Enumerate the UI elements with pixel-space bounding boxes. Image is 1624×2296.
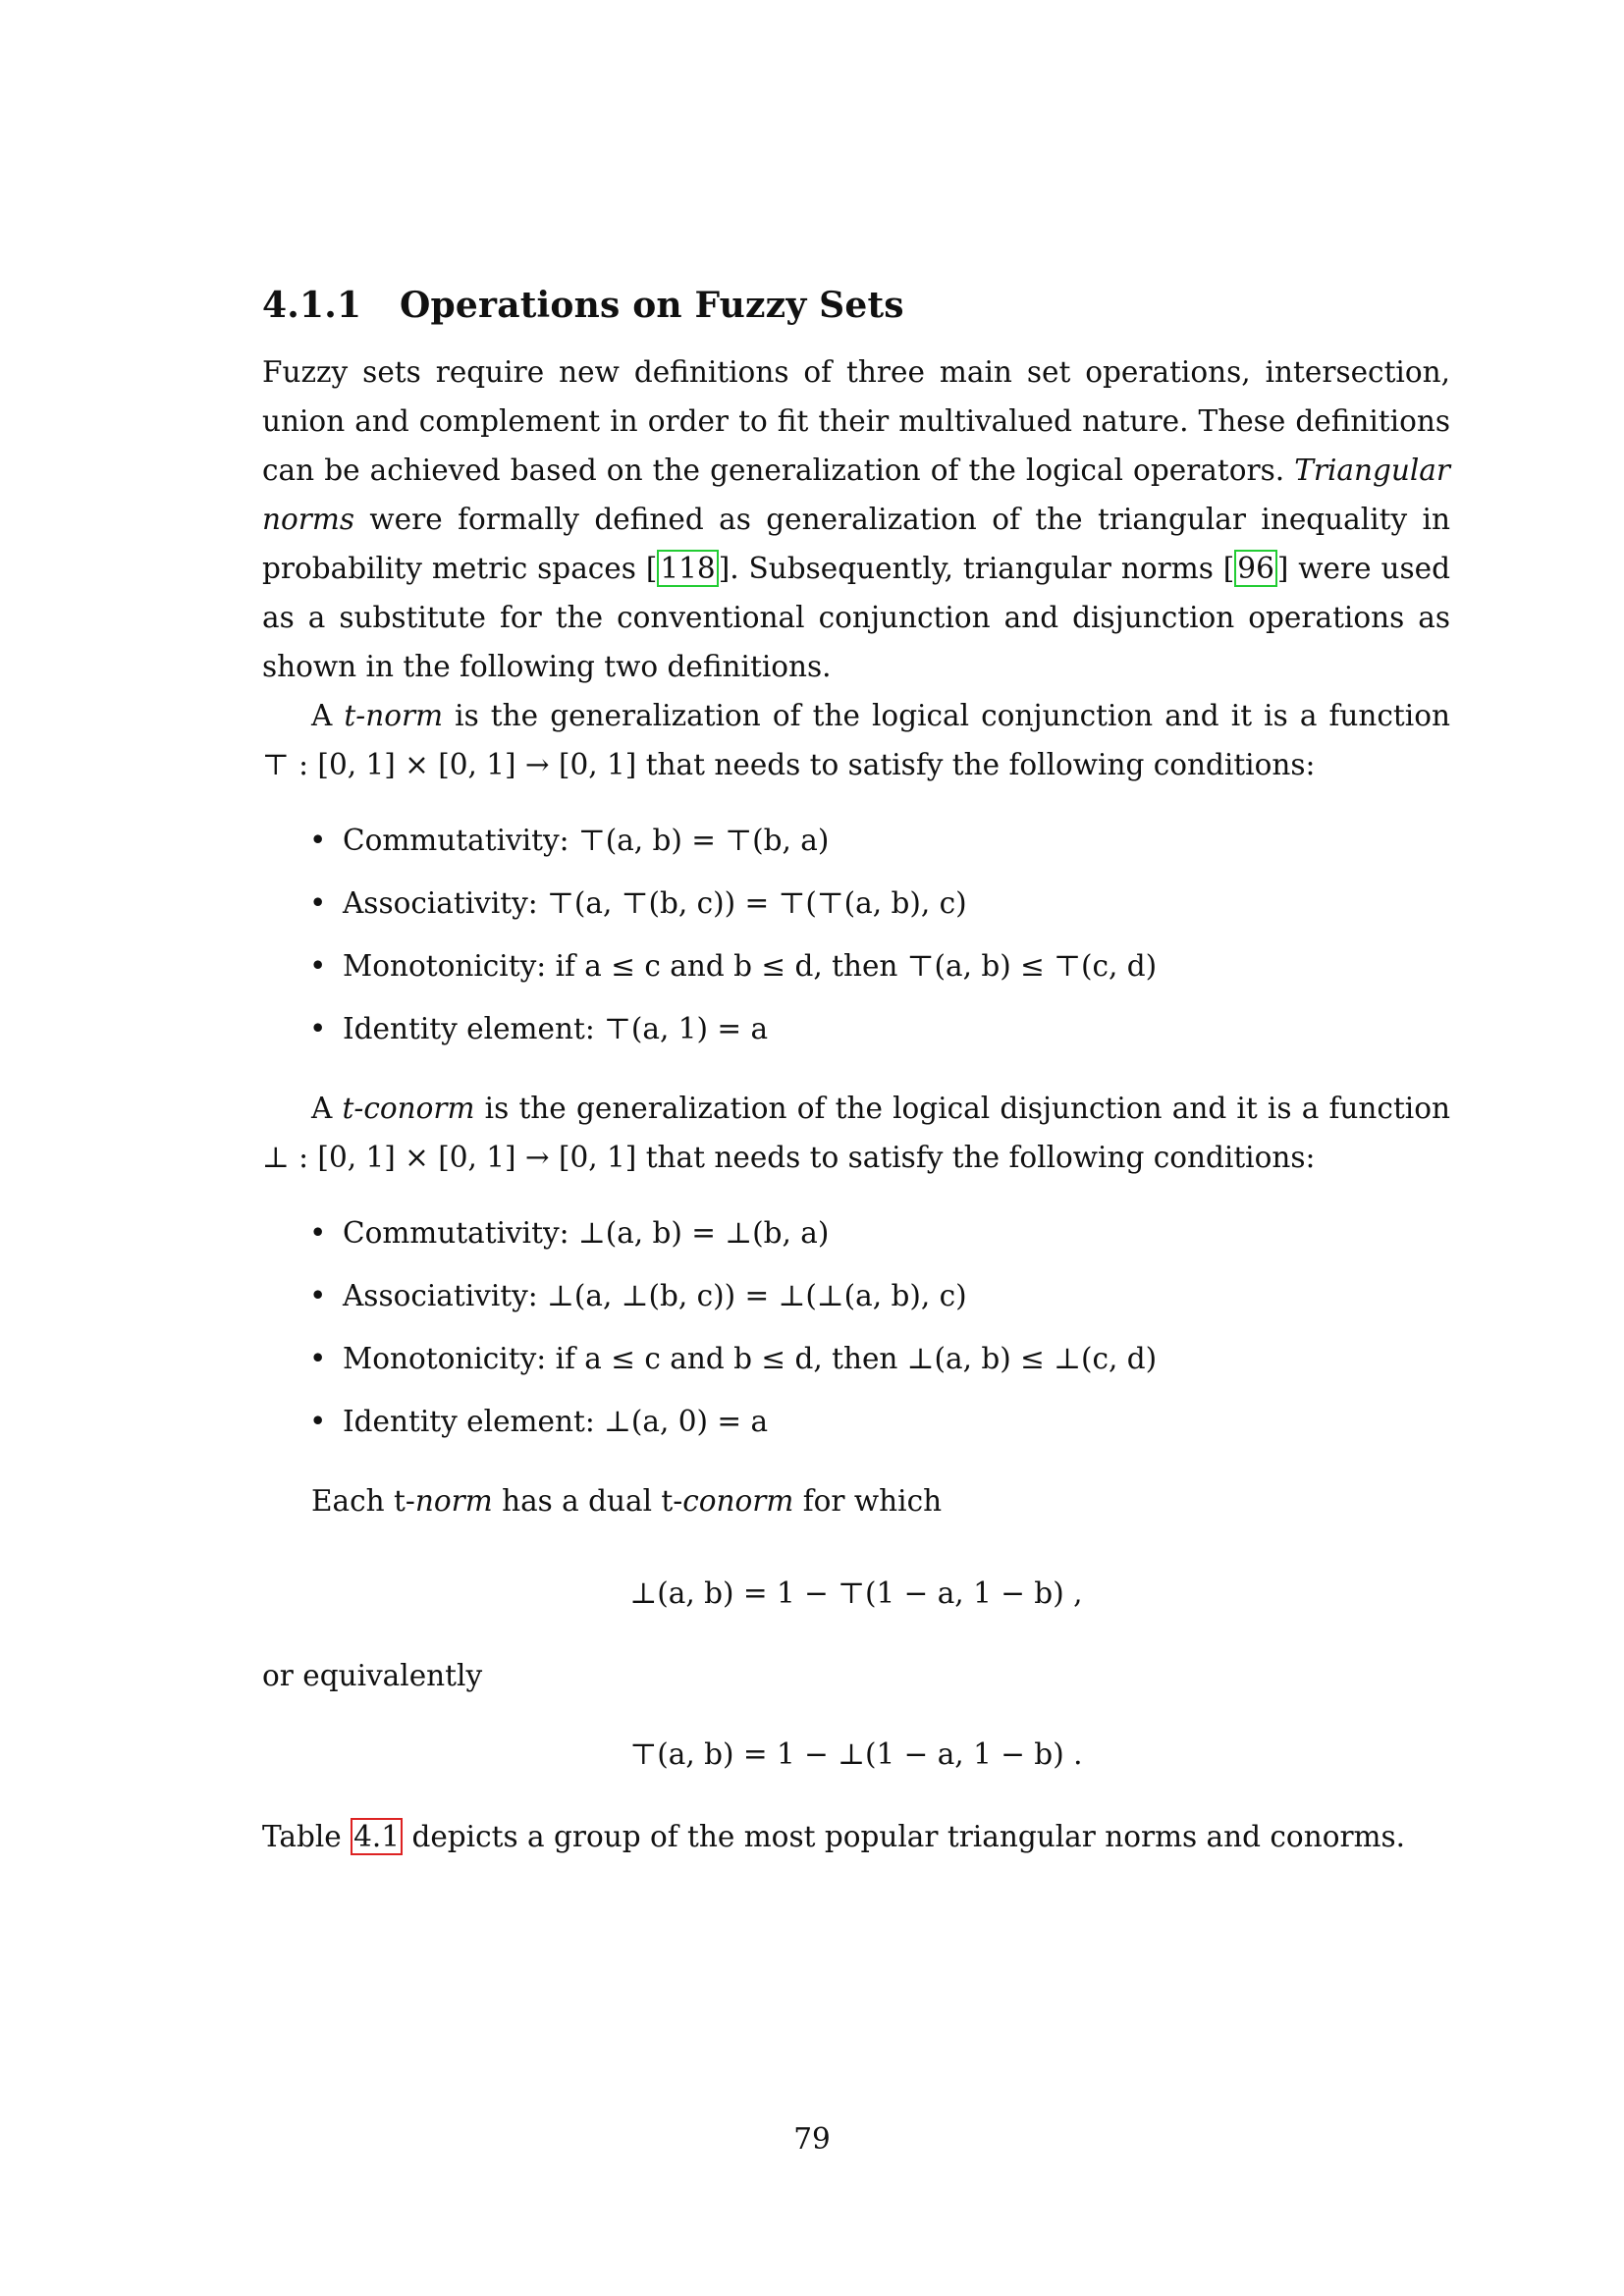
tconorm-definition: A t-conorm is the generalization of the logical disjunction and it is a function ⊥ : [0, 1] × [0, 1] → [0, 1] that needs to satisfy the following conditions: xyxy=(262,1092,1450,1174)
citation-link-96[interactable]: 96 xyxy=(1234,550,1277,587)
term-triangular-norms: Triangular norms xyxy=(262,454,1450,536)
equivalently-text: or equivalently xyxy=(262,1659,483,1692)
section-title: Operations on Fuzzy Sets xyxy=(400,285,904,326)
list-item: • Associativity: ⊤(a, ⊤(b, c)) = ⊤(⊤(a, b), c) xyxy=(262,872,1450,934)
citation-link-118[interactable]: 118 xyxy=(657,550,718,587)
bullet-icon: • xyxy=(309,886,327,920)
bullet-icon: • xyxy=(309,1012,327,1045)
list-item: • Monotonicity: if a ≤ c and b ≤ d, then ⊥(a, b) ≤ ⊥(c, d) xyxy=(262,1327,1450,1390)
bullet-icon: • xyxy=(309,1279,327,1312)
page-content xyxy=(262,285,1450,1861)
term-t-norm: t-norm xyxy=(344,699,444,732)
list-item: • Commutativity: ⊤(a, b) = ⊤(b, a) xyxy=(262,809,1450,872)
list-item: • Identity element: ⊥(a, 0) = a xyxy=(262,1390,1450,1453)
list-item: • Commutativity: ⊥(a, b) = ⊥(b, a) xyxy=(262,1201,1450,1264)
dual-paragraph: Each t-norm has a dual t-conorm for which xyxy=(311,1484,943,1518)
tnorm-conditions-list xyxy=(262,809,1450,1060)
section-heading xyxy=(262,285,1450,326)
tnorm-definition: A t-norm is the generalization of the logical conjunction and it is a function ⊤ : [0, 1] × [0, 1] → [0, 1] that needs to satisfy the following conditions: xyxy=(262,699,1450,781)
tconorm-conditions-list xyxy=(262,1201,1450,1453)
equation-dual-conorm: ⊥(a, b) = 1 − ⊤(1 − a, 1 − b) , xyxy=(629,1576,1083,1610)
bullet-icon: • xyxy=(309,1405,327,1438)
bullet-icon: • xyxy=(309,949,327,983)
equation-dual-norm: ⊤(a, b) = 1 − ⊥(1 − a, 1 − b) . xyxy=(629,1737,1083,1771)
list-item: • Associativity: ⊥(a, ⊥(b, c)) = ⊥(⊥(a, b), c) xyxy=(262,1264,1450,1327)
table-reference-link[interactable]: 4.1 xyxy=(351,1818,403,1855)
term-t-conorm: t-conorm xyxy=(342,1092,475,1125)
bullet-icon: • xyxy=(309,1342,327,1375)
intro-paragraph: Fuzzy sets require new definitions of three main set operations, intersection, union and complement in order to fit their multivalued nature. These definitions can be achieved based on the generalization of the logical operators. Triangular norms were formally defined as generalization of the triangular inequality in probability metric spaces [ 118 ]. Subsequently, triangular norms [ 96 ] were used as a substitute for the conventional conjunction and disjunction operations as shown in the following two definitions. xyxy=(262,355,1451,683)
list-item: • Identity element: ⊤(a, 1) = a xyxy=(262,997,1450,1060)
list-item: • Monotonicity: if a ≤ c and b ≤ d, then ⊤(a, b) ≤ ⊤(c, d) xyxy=(262,934,1450,997)
page-number: 79 xyxy=(793,2122,831,2156)
bullet-icon: • xyxy=(309,824,327,857)
closing-paragraph: Table 4.1 depicts a group of the most popular triangular norms and conorms. xyxy=(262,1820,1406,1853)
section-number: 4.1.1 xyxy=(262,285,362,326)
bullet-icon: • xyxy=(309,1216,327,1250)
